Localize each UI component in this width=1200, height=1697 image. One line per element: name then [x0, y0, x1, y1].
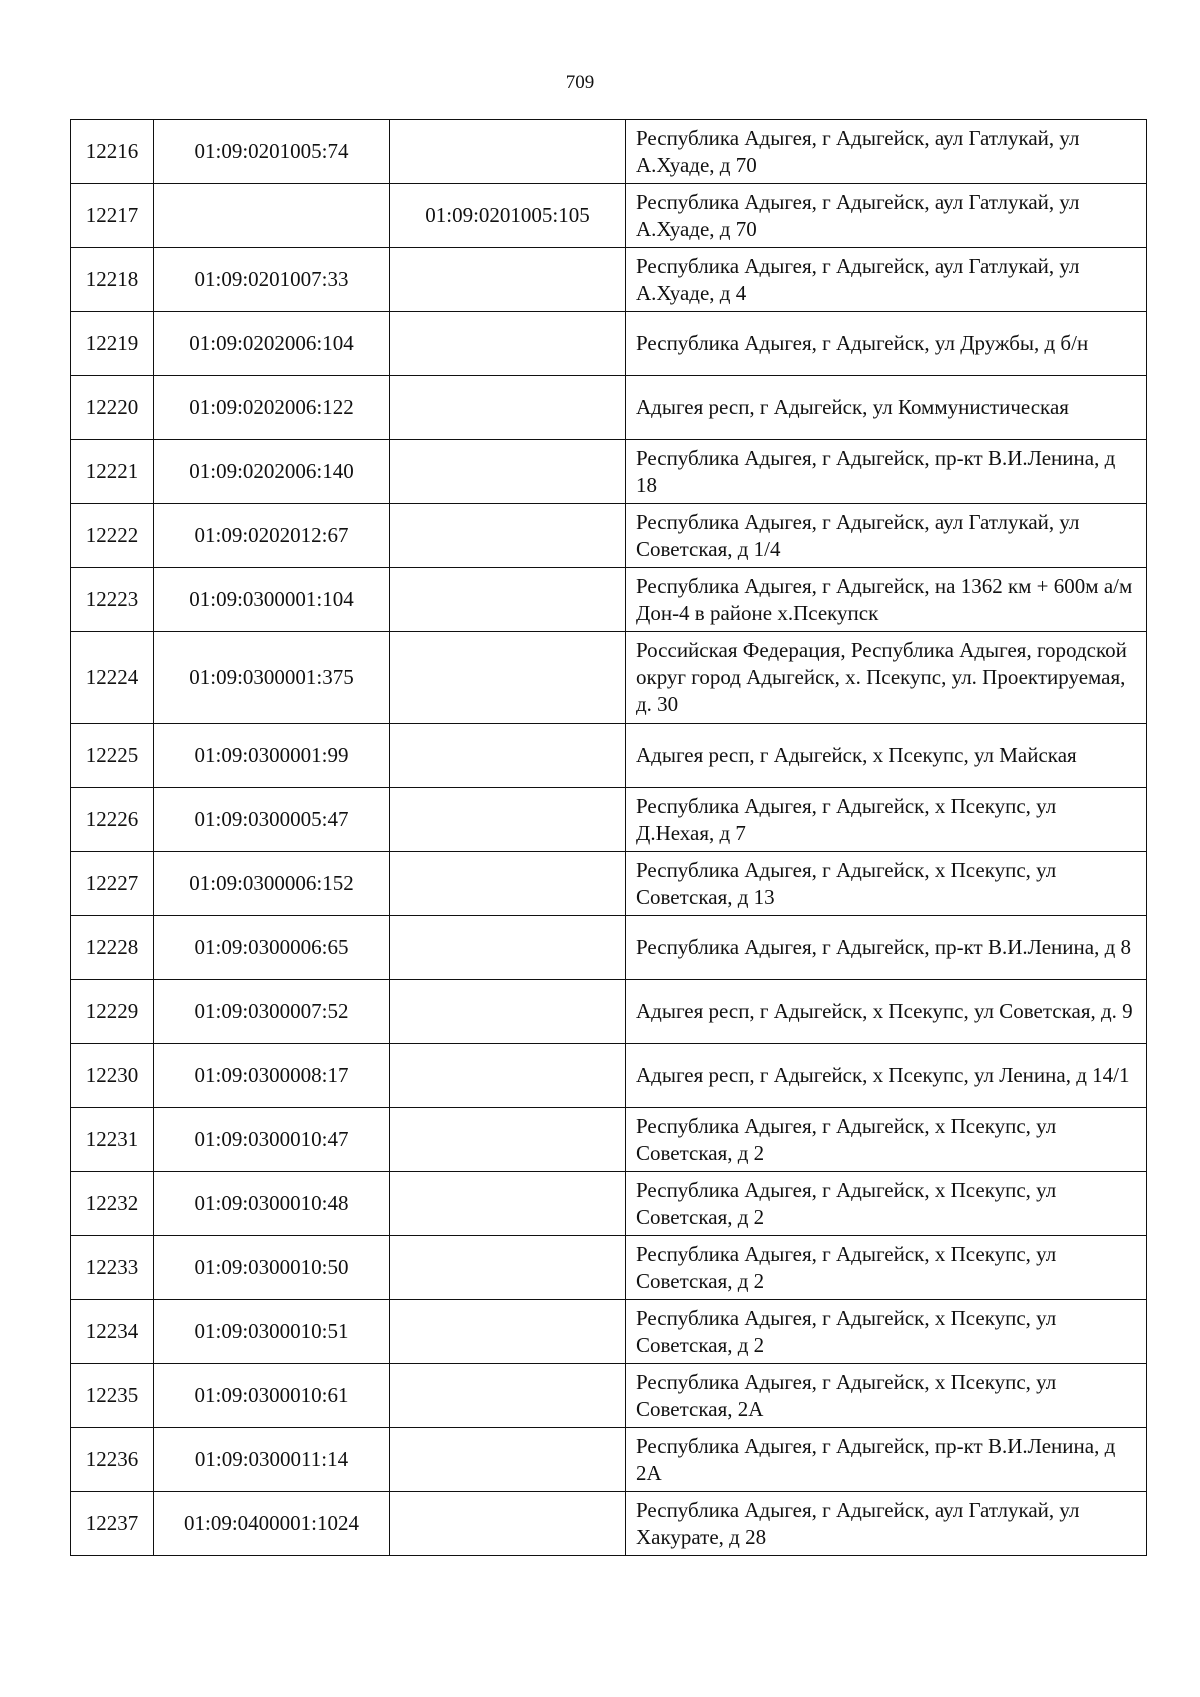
- parent-cadastral-number-cell: [390, 724, 626, 788]
- table-row: [71, 376, 1147, 440]
- row-number-cell: 12235: [71, 1364, 154, 1428]
- parent-cadastral-number-cell: [390, 1172, 626, 1236]
- row-number-cell: 12228: [71, 916, 154, 980]
- parent-cadastral-number-cell: [390, 1236, 626, 1300]
- row-number-cell: 12222: [71, 504, 154, 568]
- table-row: [71, 1364, 1147, 1428]
- parent-cadastral-number-cell: [390, 1044, 626, 1108]
- table-row: [71, 1236, 1147, 1300]
- address-cell: Республика Адыгея, г Адыгейск, х Псекупс, ул Советская, д 2: [626, 1236, 1147, 1300]
- cadastral-number-cell: 01:09:0300008:17: [154, 1044, 390, 1108]
- table-row: [71, 568, 1147, 632]
- address-cell: Адыгея респ, г Адыгейск, х Псекупс, ул Ленина, д 14/1: [626, 1044, 1147, 1108]
- cadastral-number-cell: 01:09:0202006:140: [154, 440, 390, 504]
- table-row: [71, 1300, 1147, 1364]
- table-row: [71, 1428, 1147, 1492]
- row-number-cell: 12219: [71, 312, 154, 376]
- row-number-cell: 12218: [71, 248, 154, 312]
- address-cell: Республика Адыгея, г Адыгейск, аул Гатлукай, ул А.Хуаде, д 70: [626, 184, 1147, 248]
- table-row: [71, 916, 1147, 980]
- cadastral-number-cell: 01:09:0300011:14: [154, 1428, 390, 1492]
- parent-cadastral-number-cell: [390, 120, 626, 184]
- address-cell: Республика Адыгея, г Адыгейск, пр-кт В.И.Ленина, д 18: [626, 440, 1147, 504]
- row-number-cell: 12230: [71, 1044, 154, 1108]
- address-cell: Республика Адыгея, г Адыгейск, х Псекупс, ул Советская, д 2: [626, 1172, 1147, 1236]
- address-cell: Российская Федерация, Республика Адыгея, городской округ город Адыгейск, х. Псекупс, ул. Проектируемая, д. 30: [626, 632, 1147, 724]
- cadastral-number-cell: 01:09:0300010:48: [154, 1172, 390, 1236]
- table-row: [71, 440, 1147, 504]
- cadastral-number-cell: 01:09:0300010:51: [154, 1300, 390, 1364]
- table-row: [71, 248, 1147, 312]
- row-number-cell: 12227: [71, 852, 154, 916]
- cadastral-number-cell: 01:09:0300010:50: [154, 1236, 390, 1300]
- address-cell: Республика Адыгея, г Адыгейск, аул Гатлукай, ул Хакурате, д 28: [626, 1492, 1147, 1556]
- address-cell: Республика Адыгея, г Адыгейск, аул Гатлукай, ул Советская, д 1/4: [626, 504, 1147, 568]
- table-row: [71, 724, 1147, 788]
- row-number-cell: 12221: [71, 440, 154, 504]
- parent-cadastral-number-cell: [390, 1108, 626, 1172]
- row-number-cell: 12217: [71, 184, 154, 248]
- cadastral-number-cell: 01:09:0300006:152: [154, 852, 390, 916]
- table-row: [71, 632, 1147, 724]
- cadastral-number-cell: 01:09:0300006:65: [154, 916, 390, 980]
- table-row: [71, 1108, 1147, 1172]
- cadastral-number-cell: 01:09:0300001:99: [154, 724, 390, 788]
- cadastral-number-cell: 01:09:0202006:104: [154, 312, 390, 376]
- address-cell: Республика Адыгея, г Адыгейск, х Псекупс, ул Д.Нехая, д 7: [626, 788, 1147, 852]
- row-number-cell: 12229: [71, 980, 154, 1044]
- address-cell: Республика Адыгея, г Адыгейск, х Псекупс, ул Советская, д 13: [626, 852, 1147, 916]
- row-number-cell: 12237: [71, 1492, 154, 1556]
- cadastral-number-cell: 01:09:0400001:1024: [154, 1492, 390, 1556]
- page-number: 709: [565, 72, 595, 93]
- parent-cadastral-number-cell: [390, 504, 626, 568]
- cadastral-number-cell: 01:09:0300010:47: [154, 1108, 390, 1172]
- address-cell: Республика Адыгея, г Адыгейск, пр-кт В.И.Ленина, д 2А: [626, 1428, 1147, 1492]
- table-row: [71, 120, 1147, 184]
- table-row: [71, 312, 1147, 376]
- cadastral-number-cell: 01:09:0300005:47: [154, 788, 390, 852]
- address-cell: Республика Адыгея, г Адыгейск, на 1362 км + 600м а/м Дон-4 в районе х.Псекупск: [626, 568, 1147, 632]
- address-cell: Республика Адыгея, г Адыгейск, ул Дружбы, д б/н: [626, 312, 1147, 376]
- table-row: [71, 980, 1147, 1044]
- parent-cadastral-number-cell: [390, 1428, 626, 1492]
- row-number-cell: 12224: [71, 632, 154, 724]
- row-number-cell: 12232: [71, 1172, 154, 1236]
- row-number-cell: 12216: [71, 120, 154, 184]
- parent-cadastral-number-cell: [390, 376, 626, 440]
- row-number-cell: 12231: [71, 1108, 154, 1172]
- parent-cadastral-number-cell: [390, 1492, 626, 1556]
- cadastral-number-cell: 01:09:0300001:375: [154, 632, 390, 724]
- table-row: [71, 1172, 1147, 1236]
- table-row: [71, 1044, 1147, 1108]
- table-row: [71, 184, 1147, 248]
- row-number-cell: 12234: [71, 1300, 154, 1364]
- row-number-cell: 12233: [71, 1236, 154, 1300]
- cadastral-number-cell: 01:09:0300007:52: [154, 980, 390, 1044]
- parent-cadastral-number-cell: [390, 980, 626, 1044]
- row-number-cell: 12226: [71, 788, 154, 852]
- parent-cadastral-number-cell: [390, 1364, 626, 1428]
- address-cell: Адыгея респ, г Адыгейск, х Псекупс, ул Советская, д. 9: [626, 980, 1147, 1044]
- address-cell: Адыгея респ, г Адыгейск, ул Коммунистическая: [626, 376, 1147, 440]
- cadastral-number-cell: 01:09:0300010:61: [154, 1364, 390, 1428]
- parent-cadastral-number-cell: [390, 312, 626, 376]
- cadastral-number-cell: 01:09:0201005:74: [154, 120, 390, 184]
- parent-cadastral-number-cell: [390, 568, 626, 632]
- parent-cadastral-number-cell: [390, 632, 626, 724]
- address-cell: Республика Адыгея, г Адыгейск, аул Гатлукай, ул А.Хуаде, д 70: [626, 120, 1147, 184]
- parent-cadastral-number-cell: [390, 1300, 626, 1364]
- address-cell: Адыгея респ, г Адыгейск, х Псекупс, ул Майская: [626, 724, 1147, 788]
- row-number-cell: 12236: [71, 1428, 154, 1492]
- cadastral-number-cell: 01:09:0202006:122: [154, 376, 390, 440]
- address-cell: Республика Адыгея, г Адыгейск, х Псекупс, ул Советская, д 2: [626, 1108, 1147, 1172]
- row-number-cell: 12223: [71, 568, 154, 632]
- parent-cadastral-number-cell: [390, 916, 626, 980]
- cadastral-number-cell: 01:09:0202012:67: [154, 504, 390, 568]
- parent-cadastral-number-cell: [390, 248, 626, 312]
- cadastral-number-cell: 01:09:0300001:104: [154, 568, 390, 632]
- parent-cadastral-number-cell: [390, 440, 626, 504]
- table-row: [71, 504, 1147, 568]
- table-row: [71, 788, 1147, 852]
- registry-table: [70, 119, 1147, 1556]
- address-cell: Республика Адыгея, г Адыгейск, х Псекупс, ул Советская, 2А: [626, 1364, 1147, 1428]
- address-cell: Республика Адыгея, г Адыгейск, аул Гатлукай, ул А.Хуаде, д 4: [626, 248, 1147, 312]
- address-cell: Республика Адыгея, г Адыгейск, х Псекупс, ул Советская, д 2: [626, 1300, 1147, 1364]
- row-number-cell: 12225: [71, 724, 154, 788]
- cadastral-number-cell: [154, 184, 390, 248]
- row-number-cell: 12220: [71, 376, 154, 440]
- registry-table-body: [71, 120, 1147, 1556]
- address-cell: Республика Адыгея, г Адыгейск, пр-кт В.И.Ленина, д 8: [626, 916, 1147, 980]
- parent-cadastral-number-cell: [390, 852, 626, 916]
- cadastral-number-cell: 01:09:0201007:33: [154, 248, 390, 312]
- parent-cadastral-number-cell: [390, 788, 626, 852]
- parent-cadastral-number-cell: 01:09:0201005:105: [390, 184, 626, 248]
- table-row: [71, 852, 1147, 916]
- table-row: [71, 1492, 1147, 1556]
